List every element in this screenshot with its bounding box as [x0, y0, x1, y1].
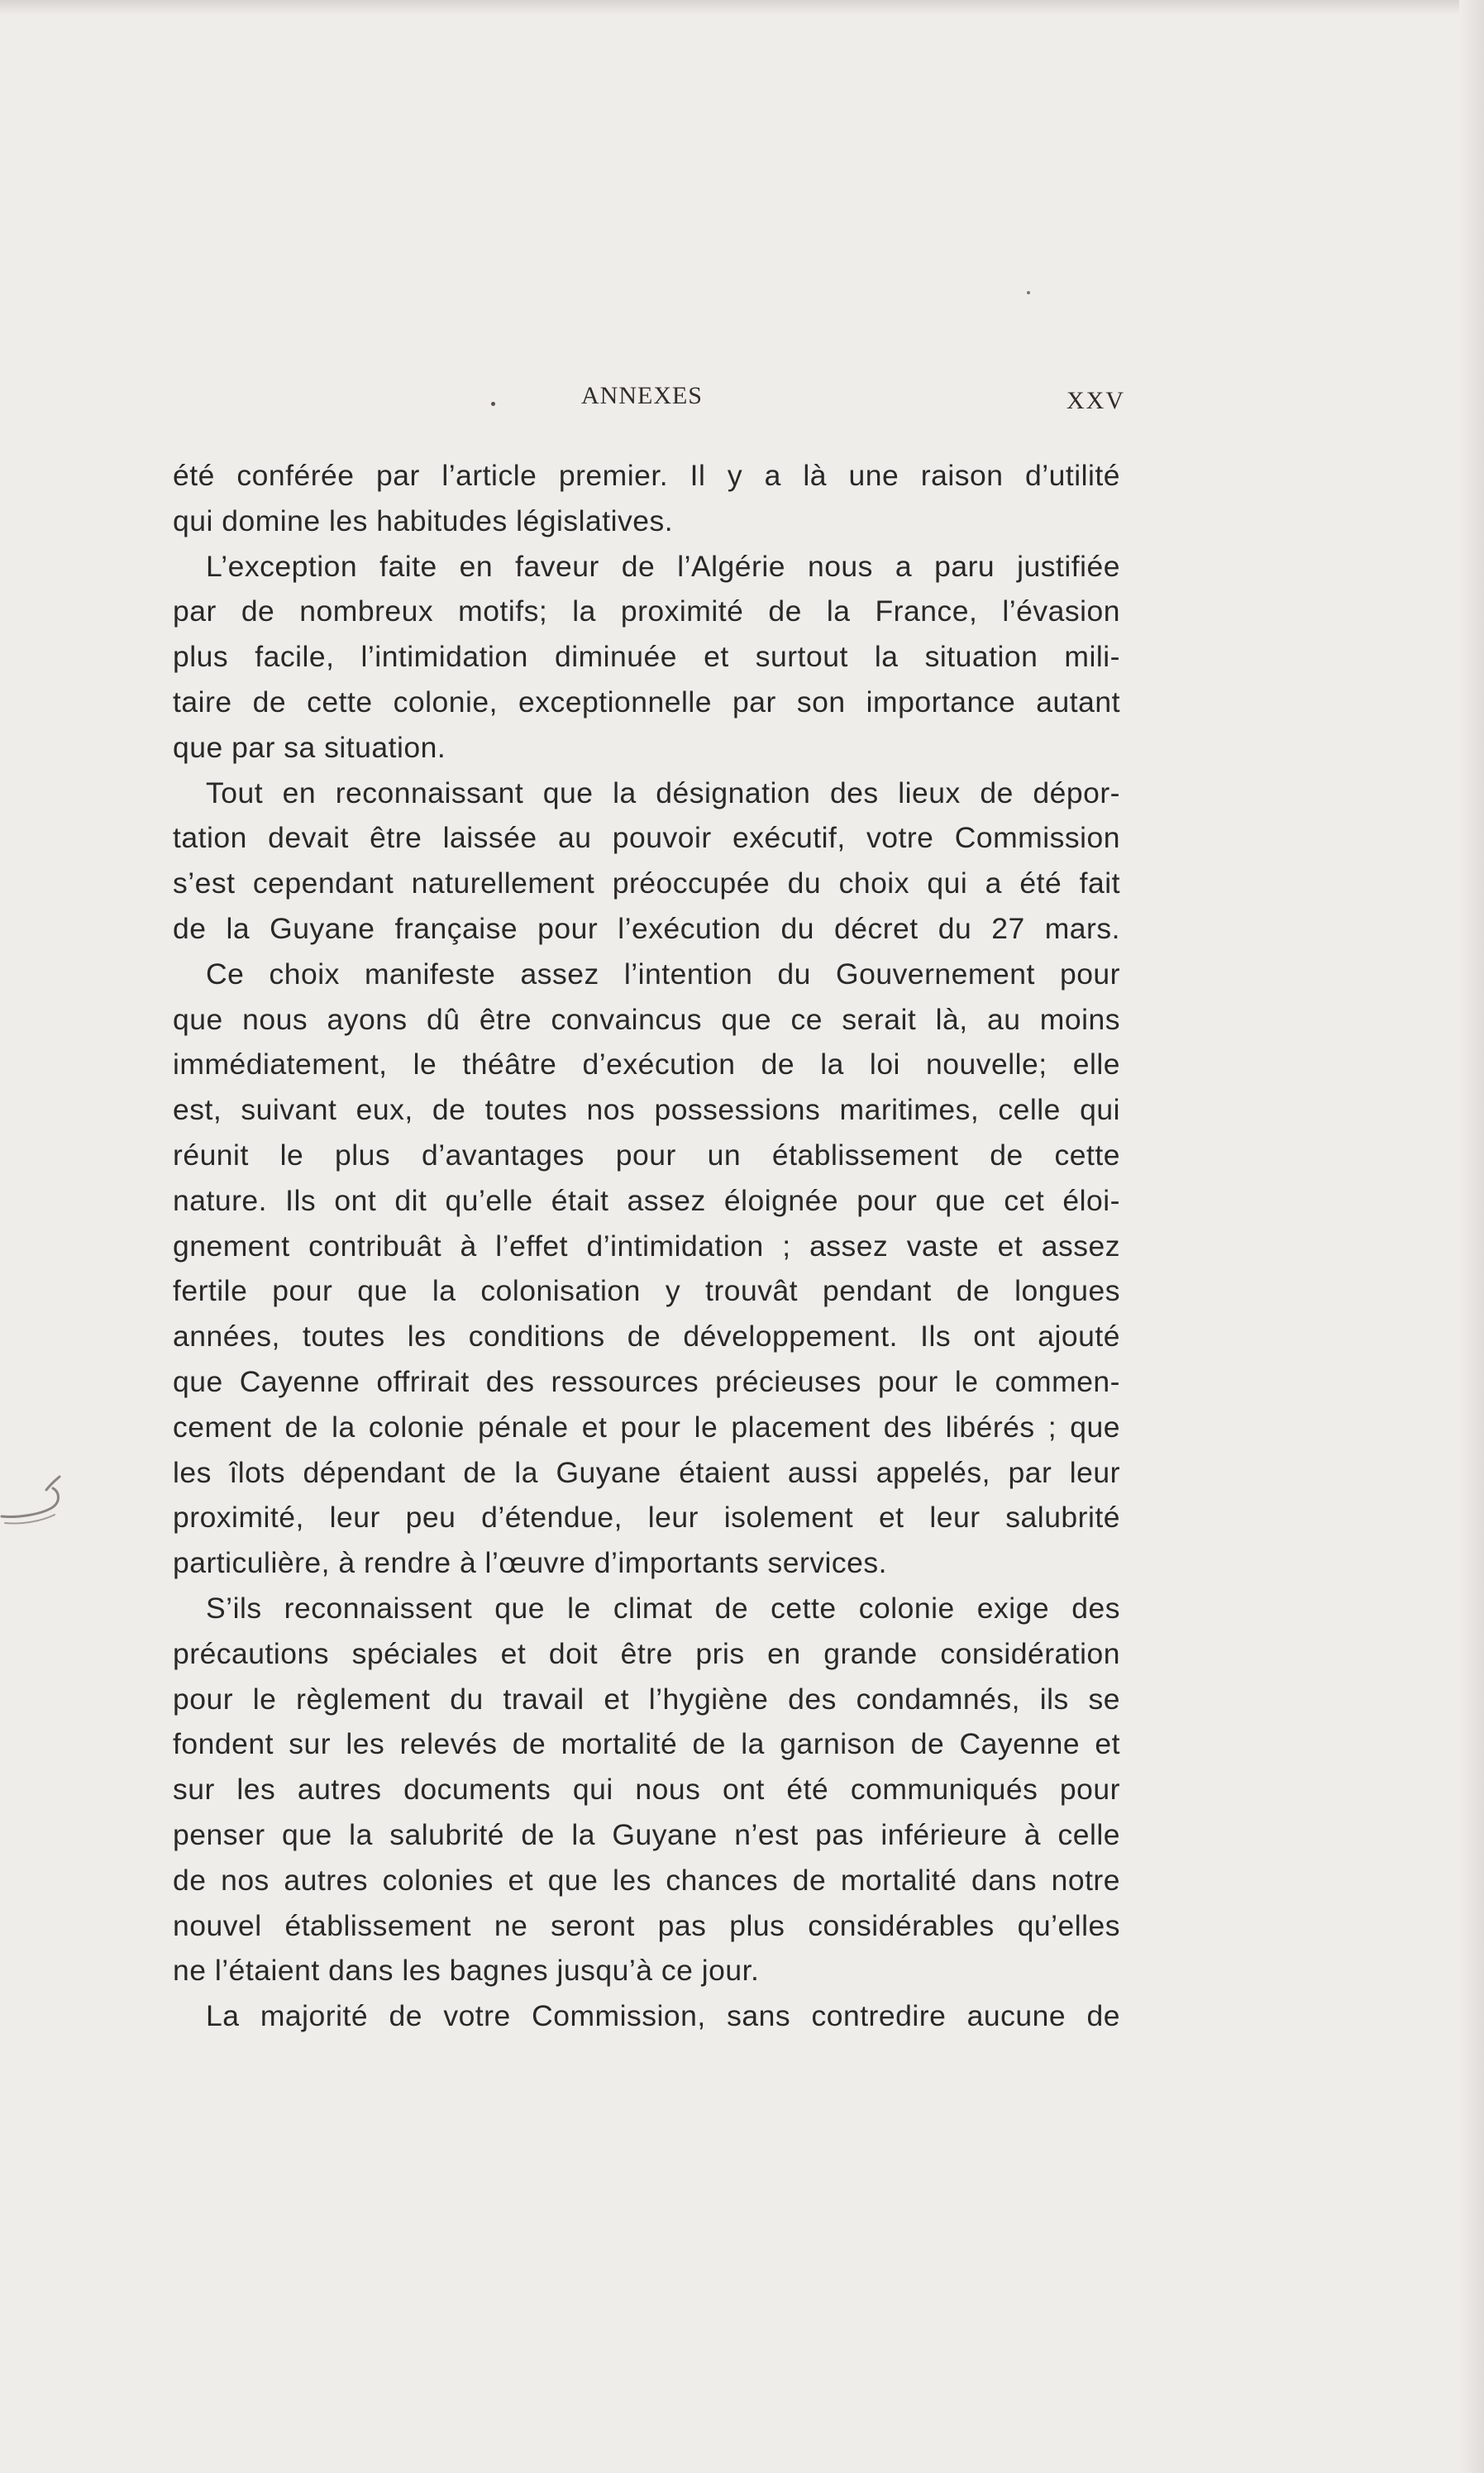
text-line: années, toutes les conditions de développement. Ils ont ajouté [173, 1320, 1120, 1353]
text-line: est, suivant eux, de toutes nos possessions maritimes, celle qui [173, 1093, 1120, 1127]
page-number: XXV [1066, 387, 1125, 414]
text-line: fertile pour que la colonisation y trouvât pendant de longues [173, 1274, 1120, 1308]
text-line: fondent sur les relevés de mortalité de la garnison de Cayenne et [173, 1727, 1120, 1761]
margin-pencil-mark [0, 1473, 74, 1531]
text-line: Ce choix manifeste assez l’intention du Gouvernement pour [206, 957, 1120, 991]
page-right-edge [1459, 0, 1484, 2473]
text-line: sur les autres documents qui nous ont été communiqués pour [173, 1773, 1120, 1807]
text-line: La majorité de votre Commission, sans contredire aucune de [206, 1999, 1120, 2033]
text-line: particulière, à rendre à l’œuvre d’importants services. [173, 1546, 888, 1580]
text-line: gnement contribuât à l’effet d’intimidation ; assez vaste et assez [173, 1229, 1120, 1263]
body-text [173, 453, 1120, 2039]
text-line: nouvel établissement ne seront pas plus considérables qu’elles [173, 1908, 1120, 1942]
text-line: penser que la salubrité de la Guyane n’est pas inférieure à celle [173, 1817, 1120, 1851]
text-line: cement de la colonie pénale et pour le placement des libérés ; que [173, 1410, 1120, 1444]
text-line: L’exception faite en faveur de l’Algérie nous a paru justifiée [206, 549, 1120, 583]
text-line: pour le règlement du travail et l’hygiène des condamnés, ils se [173, 1682, 1120, 1716]
running-head-title: ANNEXES [581, 382, 703, 409]
text-line: tation devait être laissée au pouvoir exécutif, votre Commission [173, 821, 1120, 855]
header-dot [491, 402, 495, 406]
text-line: été conférée par l’article premier. Il y a là une raison d’utilité [173, 459, 1120, 492]
paper-speck [1027, 291, 1030, 294]
text-line: de la Guyane française pour l’exécution du décret du 27 mars. [173, 911, 1120, 945]
text-line: que nous ayons dû être convaincus que ce serait là, au moins [173, 1002, 1120, 1036]
text-line: proximité, leur peu d’étendue, leur isolement et leur salubrité [173, 1501, 1120, 1535]
running-head [0, 382, 1484, 415]
text-line: que Cayenne offrirait des ressources précieuses pour le commen- [173, 1364, 1120, 1398]
text-line: s’est cependant naturellement préoccupée du choix qui a été fait [173, 867, 1120, 900]
text-line: que par sa situation. [173, 730, 446, 764]
text-line: précautions spéciales et doit être pris en grande considération [173, 1636, 1120, 1670]
text-line: qui domine les habitudes législatives. [173, 504, 674, 537]
page-top-edge [0, 0, 1484, 15]
text-line: de nos autres colonies et que les chances de mortalité dans notre [173, 1863, 1120, 1897]
text-line: réunit le plus d’avantages pour un établissement de cette [173, 1138, 1120, 1172]
text-line: S’ils reconnaissent que le climat de cette colonie exige des [206, 1591, 1120, 1625]
text-line: par de nombreux motifs; la proximité de la France, l’évasion [173, 594, 1120, 628]
text-line: les îlots dépendant de la Guyane étaient aussi appelés, par leur [173, 1455, 1120, 1489]
text-line: ne l’étaient dans les bagnes jusqu’à ce jour. [173, 1954, 760, 1988]
text-line: nature. Ils ont dit qu’elle était assez éloignée pour que cet éloi- [173, 1183, 1120, 1217]
text-line: Tout en reconnaissant que la désignation des lieux de dépor- [206, 776, 1120, 809]
text-line: plus facile, l’intimidation diminuée et surtout la situation mili- [173, 640, 1120, 674]
text-line: taire de cette colonie, exceptionnelle par son importance autant [173, 685, 1120, 719]
text-line: immédiatement, le théâtre d’exécution de la loi nouvelle; elle [173, 1048, 1120, 1081]
